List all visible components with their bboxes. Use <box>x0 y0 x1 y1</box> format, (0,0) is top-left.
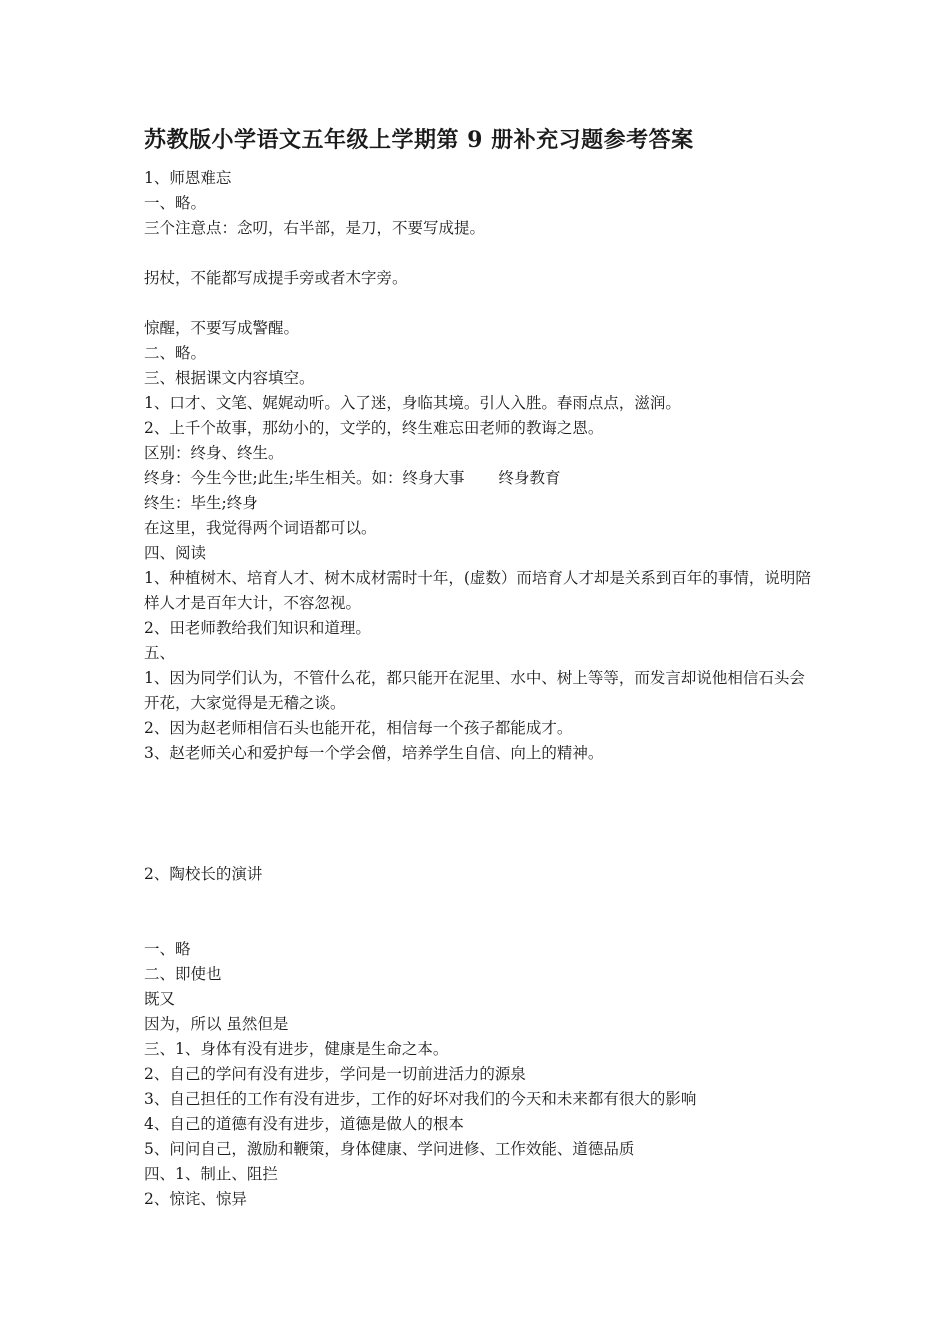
text-line: 一、略。 <box>144 194 207 212</box>
blank-line <box>144 241 816 266</box>
lesson-1-section <box>144 166 816 766</box>
text-line: 二、略。 <box>144 344 207 362</box>
text-line: 在这里，我觉得两个词语都可以。 <box>144 519 377 537</box>
text-line: 三、1、身体有没有进步，健康是生命之本。 <box>144 1040 449 1058</box>
text-line <box>144 466 816 491</box>
text-line: 二、即使也 <box>144 965 222 983</box>
text-line: 终生：毕生;终身 <box>144 494 258 512</box>
text-line: 2、因为赵老师相信石头也能开花，相信每一个孩子都能成才。 <box>144 719 573 737</box>
text-line: 3、自己担任的工作有没有进步，工作的好坏对我们的今天和未来都有很大的影响 <box>144 1090 697 1108</box>
document-title: 苏教版小学语文五年级上学期第 9 册补充习题参考答案 <box>144 127 694 153</box>
text-line: 五、 <box>144 644 176 662</box>
text-line: 2、惊诧、惊异 <box>144 1190 247 1208</box>
lesson-2-heading: 2、陶校长的演讲 <box>144 865 263 883</box>
text-line: 因为，所以 虽然但是 <box>144 1015 289 1033</box>
text-line: 2、上千个故事，那幼小的，文学的，终生难忘田老师的教诲之恩。 <box>144 419 604 437</box>
text-line: 一、略 <box>144 940 191 958</box>
text-line: 4、自己的道德有没有进步，道德是做人的根本 <box>144 1115 464 1133</box>
text-line: 2、田老师教给我们知识和道理。 <box>144 619 371 637</box>
paragraph: 1、种植树木、培育人才、树木成材需时十年，(虚数）而培育人才却是关系到百年的事情，说明陪样人才是百年大计，不容忽视。 <box>144 569 811 612</box>
text-line: 2、自己的学问有没有进步，学问是一切前进活力的源泉 <box>144 1065 526 1083</box>
blank-line <box>144 291 816 316</box>
text-line: 5、问问自己，激励和鞭策，身体健康、学问进修、工作效能、道德品质 <box>144 1140 635 1158</box>
text-line: 三、根据课文内容填空。 <box>144 369 315 387</box>
text-line: 三个注意点：念叨，右半部，是刀，不要写成提。 <box>144 219 486 237</box>
text-line: 1、口才、文笔、娓娓动听。入了迷，身临其境。引人入胜。春雨点点，滋润。 <box>144 394 681 412</box>
lesson-2-section <box>144 937 816 1212</box>
text-line: 既又 <box>144 990 176 1008</box>
text-line: 四、1、制止、阻拦 <box>144 1165 278 1183</box>
text-line: 惊醒，不要写成警醒。 <box>144 319 300 337</box>
definition-text: 终身：今生今世;此生;毕生相关。如：终身大事 <box>144 469 465 487</box>
paragraph: 1、因为同学们认为，不管什么花，都只能开在泥里、水中、树上等等，而发言却说他相信石头会开花，大家觉得是无稽之谈。 <box>144 669 805 712</box>
text-line: 拐杖，不能都写成提手旁或者木字旁。 <box>144 269 408 287</box>
text-line: 四、阅读 <box>144 544 207 562</box>
lesson-1-heading: 1、师恩难忘 <box>144 169 232 187</box>
example-text: 终身教育 <box>498 469 561 487</box>
lesson-2-heading-block <box>144 862 816 887</box>
text-line: 3、赵老师关心和爱护每一个学会僧，培养学生自信、向上的精神。 <box>144 744 604 762</box>
text-line: 区别：终身、终生。 <box>144 444 284 462</box>
